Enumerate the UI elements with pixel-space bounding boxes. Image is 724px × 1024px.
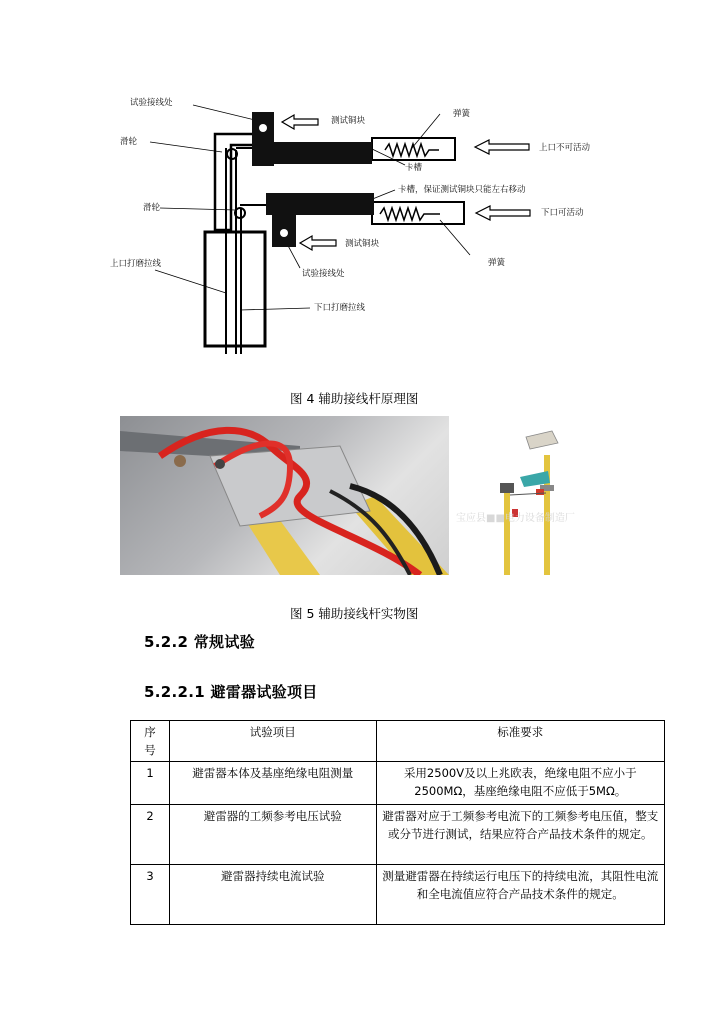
row-requirement: 采用2500V及以上兆欧表，绝缘电阻不应小于2500MΩ，基座绝缘电阻不应低于5MΩ。: [376, 762, 664, 805]
label-slot-bottom-note: 卡槽，保证测试铜块只能左右移动: [398, 185, 526, 195]
label-lower-movable: 下口可活动: [541, 208, 584, 218]
watermark-text: 宝应县■■电力设备制造厂: [456, 513, 575, 524]
section-heading-arrester-items: 5.2.2.1 避雷器试验项目: [144, 683, 318, 701]
table-row: [131, 865, 665, 925]
table-header-row: [131, 721, 665, 762]
row-requirement: 测量避雷器在持续运行电压下的持续电流，其阻性电流和全电流值应符合产品技术条件的规定。: [376, 865, 664, 925]
table-row: [131, 762, 665, 805]
schematic-diagram: [0, 90, 724, 365]
arrow-lower-movable: [476, 206, 530, 220]
row-item: 避雷器本体及基座绝缘电阻测量: [169, 762, 376, 805]
row-item: 避雷器持续电流试验: [169, 865, 376, 925]
photo-rod-closeup-art: [120, 416, 449, 575]
label-spring-top: 弹簧: [453, 109, 471, 119]
label-upper-fixed: 上口不可活动: [539, 143, 591, 153]
label-upper-pull-wire: 上口打磨拉线: [110, 259, 162, 269]
figure-5-caption: 图 5 辅助接线杆实物图: [290, 606, 419, 621]
arrow-test-block-bottom: [300, 236, 336, 250]
photo-rod-closeup: [120, 416, 449, 575]
header-requirement: 标准要求: [376, 721, 664, 762]
label-spring-bottom: 弹簧: [488, 258, 506, 268]
row-requirement: 避雷器对应于工频参考电流下的工频参考电压值，整支或分节进行测试，结果应符合产品技术条件的规定。: [376, 805, 664, 865]
arrow-upper-fixed: [475, 140, 529, 154]
label-lower-pull-wire: 下口打磨拉线: [314, 303, 366, 313]
label-test-junction-bottom: 试验接线处: [302, 269, 345, 279]
spring-top: [385, 144, 439, 156]
label-test-block-top: 测试铜块: [331, 116, 366, 126]
row-no: 2: [131, 805, 170, 865]
clamp-rod-top: [260, 142, 372, 164]
section-heading-routine-tests: 5.2.2 常规试验: [144, 633, 255, 651]
label-test-block-bottom: 测试铜块: [345, 239, 380, 249]
row-no: 1: [131, 762, 170, 805]
header-item: 试验项目: [169, 721, 376, 762]
photo-rod-full-art: [490, 425, 620, 575]
figure-4-caption: 图 4 辅助接线杆原理图: [290, 391, 419, 406]
photo-rod-full: [490, 425, 620, 575]
header-no: 序号: [131, 721, 170, 762]
row-item: 避雷器的工频参考电压试验: [169, 805, 376, 865]
label-pulley-top: 滑轮: [120, 137, 138, 147]
table-row: [131, 805, 665, 865]
label-test-junction-top: 试验接线处: [130, 98, 173, 108]
test-block-bottom: [272, 193, 296, 247]
label-pulley-bottom: 滑轮: [143, 203, 161, 213]
arrester-test-table: [130, 720, 665, 925]
spring-bottom: [380, 208, 440, 220]
label-slot-top: 卡槽: [405, 163, 423, 173]
spring-housing-top: [372, 138, 455, 160]
row-no: 3: [131, 865, 170, 925]
arrow-test-block-top: [282, 115, 318, 129]
